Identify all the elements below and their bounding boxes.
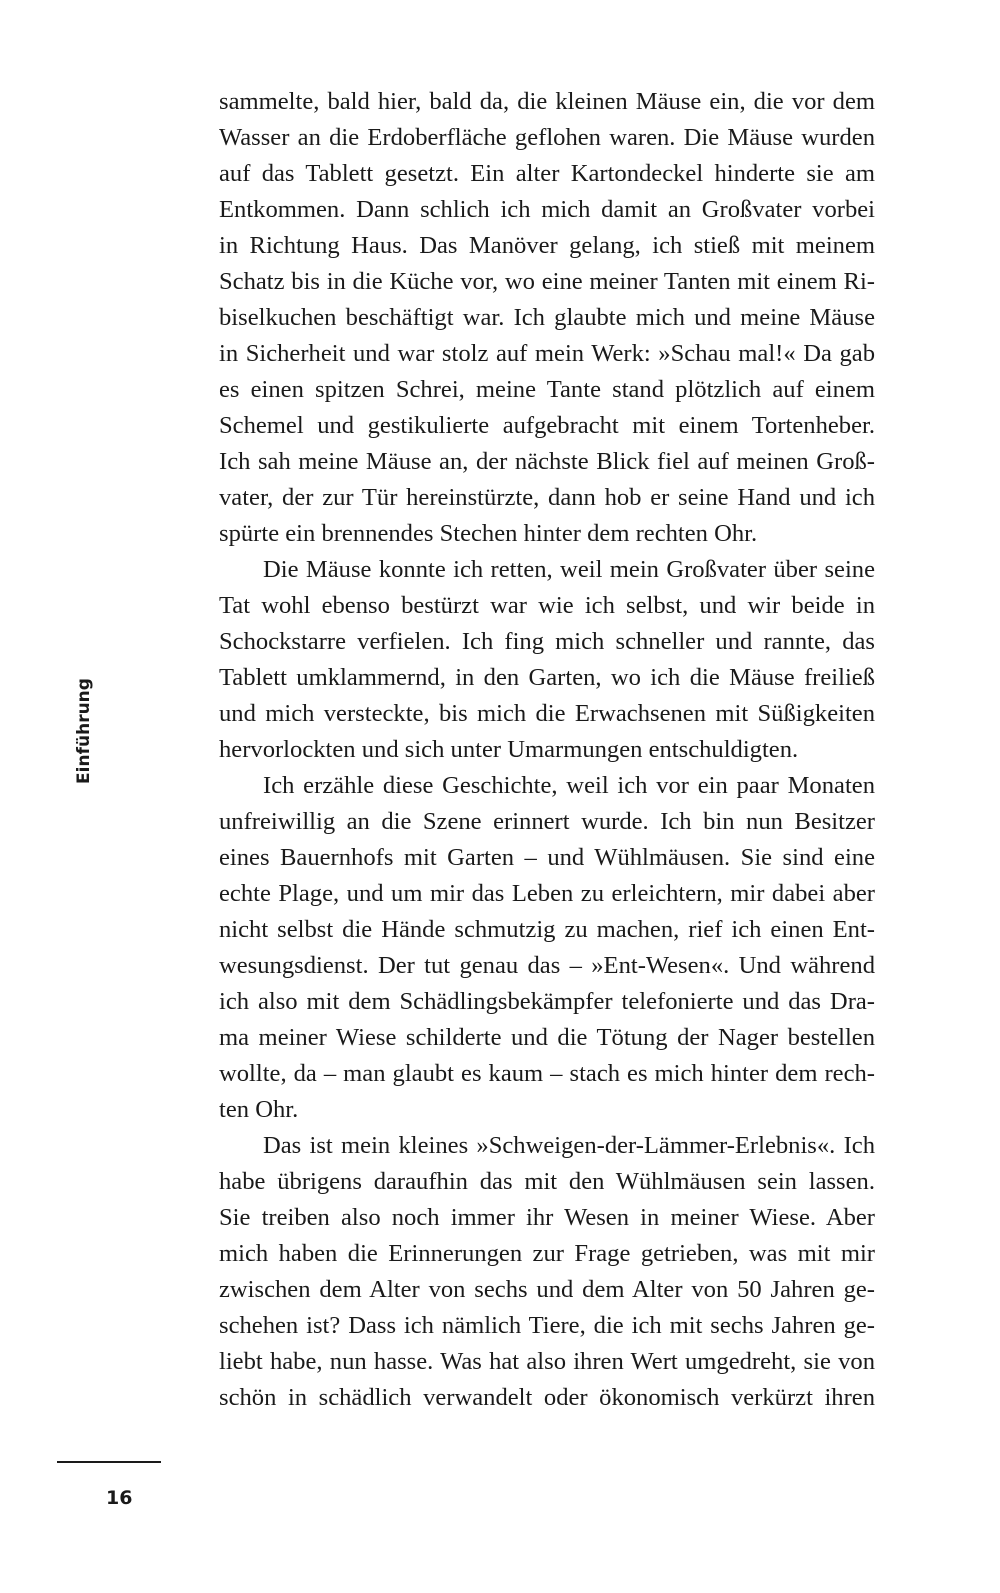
paragraph-4 — [219, 1128, 875, 1416]
text-line: Schockstarre verfielen. Ich fing mich schneller und rannte, das — [219, 628, 875, 655]
text-line: spürte ein brennendes Stechen hinter dem rechten Ohr. — [219, 520, 758, 547]
text-line: wesungsdienst. Der tut genau das – »Ent-Wesen«. Und während — [219, 952, 875, 979]
paragraph-2 — [219, 552, 875, 768]
text-line: in Sicherheit und war stolz auf mein Werk: »Schau mal!« Da gab — [219, 340, 875, 367]
text-line: Sie treiben also noch immer ihr Wesen in meiner Wiese. Aber — [219, 1204, 875, 1231]
text-line: habe übrigens daraufhin das mit den Wühlmäusen sein lassen. — [219, 1168, 875, 1195]
text-line: liebt habe, nun hasse. Was hat also ihren Wert umgedreht, sie von — [219, 1348, 875, 1375]
page-number: 16 — [106, 1487, 133, 1509]
text-line: sammelte, bald hier, bald da, die kleinen Mäuse ein, die vor dem — [219, 88, 875, 115]
paragraph-3 — [219, 768, 875, 1128]
text-line: echte Plage, und um mir das Leben zu erleichtern, mir dabei aber — [219, 880, 875, 907]
text-line: vater, der zur Tür hereinstürzte, dann hob er seine Hand und ich — [219, 484, 875, 511]
text-line: schehen ist? Dass ich nämlich Tiere, die ich mit sechs Jahren ge- — [219, 1312, 875, 1339]
text-line: unfreiwillig an die Szene erinnert wurde. Ich bin nun Besitzer — [219, 808, 875, 835]
text-line: biselkuchen beschäftigt war. Ich glaubte mich und meine Mäuse — [219, 304, 875, 331]
text-line: mich haben die Erinnerungen zur Frage getrieben, was mit mir — [219, 1240, 875, 1267]
text-line: Tat wohl ebenso bestürzt war wie ich selbst, und wir beide in — [219, 592, 875, 619]
text-line: auf das Tablett gesetzt. Ein alter Kartondeckel hinderte sie am — [219, 160, 875, 187]
text-line: Schatz bis in die Küche vor, wo eine meiner Tanten mit einem Ri- — [219, 268, 875, 295]
text-line: Die Mäuse konnte ich retten, weil mein Großvater über seine — [263, 556, 875, 583]
text-line: schön in schädlich verwandelt oder ökonomisch verkürzt ihren — [219, 1384, 875, 1411]
text-line: Ich erzähle diese Geschichte, weil ich vor ein paar Monaten — [263, 772, 875, 799]
text-line: in Richtung Haus. Das Manöver gelang, ich stieß mit meinem — [219, 232, 875, 259]
text-line: nicht selbst die Hände schmutzig zu machen, rief ich einen Ent- — [219, 916, 875, 943]
text-line: ma meiner Wiese schilderte und die Tötung der Nager bestellen — [219, 1024, 875, 1051]
text-line: es einen spitzen Schrei, meine Tante stand plötzlich auf einem — [219, 376, 875, 403]
footer-rule — [57, 1461, 161, 1463]
paragraph-1 — [219, 84, 875, 552]
text-line: Das ist mein kleines »Schweigen-der-Lämmer-Erlebnis«. Ich — [263, 1132, 875, 1159]
text-line: hervorlockten und sich unter Umarmungen entschuldigten. — [219, 736, 799, 763]
text-line: ich also mit dem Schädlingsbekämpfer telefonierte und das Dra- — [219, 988, 875, 1015]
text-line: wollte, da – man glaubt es kaum – stach es mich hinter dem rech- — [219, 1060, 875, 1087]
body-text — [219, 84, 875, 1416]
text-line: Wasser an die Erdoberfläche geflohen waren. Die Mäuse wurden — [219, 124, 875, 151]
text-line: Entkommen. Dann schlich ich mich damit an Großvater vorbei — [219, 196, 875, 223]
text-line: Ich sah meine Mäuse an, der nächste Blick fiel auf meinen Groß- — [219, 448, 875, 475]
text-line: zwischen dem Alter von sechs und dem Alter von 50 Jahren ge- — [219, 1276, 875, 1303]
text-line: ten Ohr. — [219, 1096, 299, 1123]
text-line: eines Bauernhofs mit Garten – und Wühlmäusen. Sie sind eine — [219, 844, 875, 871]
text-line: Schemel und gestikulierte aufgebracht mit einem Tortenheber. — [219, 412, 875, 439]
text-line: Tablett umklammernd, in den Garten, wo ich die Mäuse freiließ — [219, 664, 875, 691]
text-line: und mich versteckte, bis mich die Erwachsenen mit Süßigkeiten — [219, 700, 875, 727]
running-head: Einführung — [74, 678, 94, 784]
